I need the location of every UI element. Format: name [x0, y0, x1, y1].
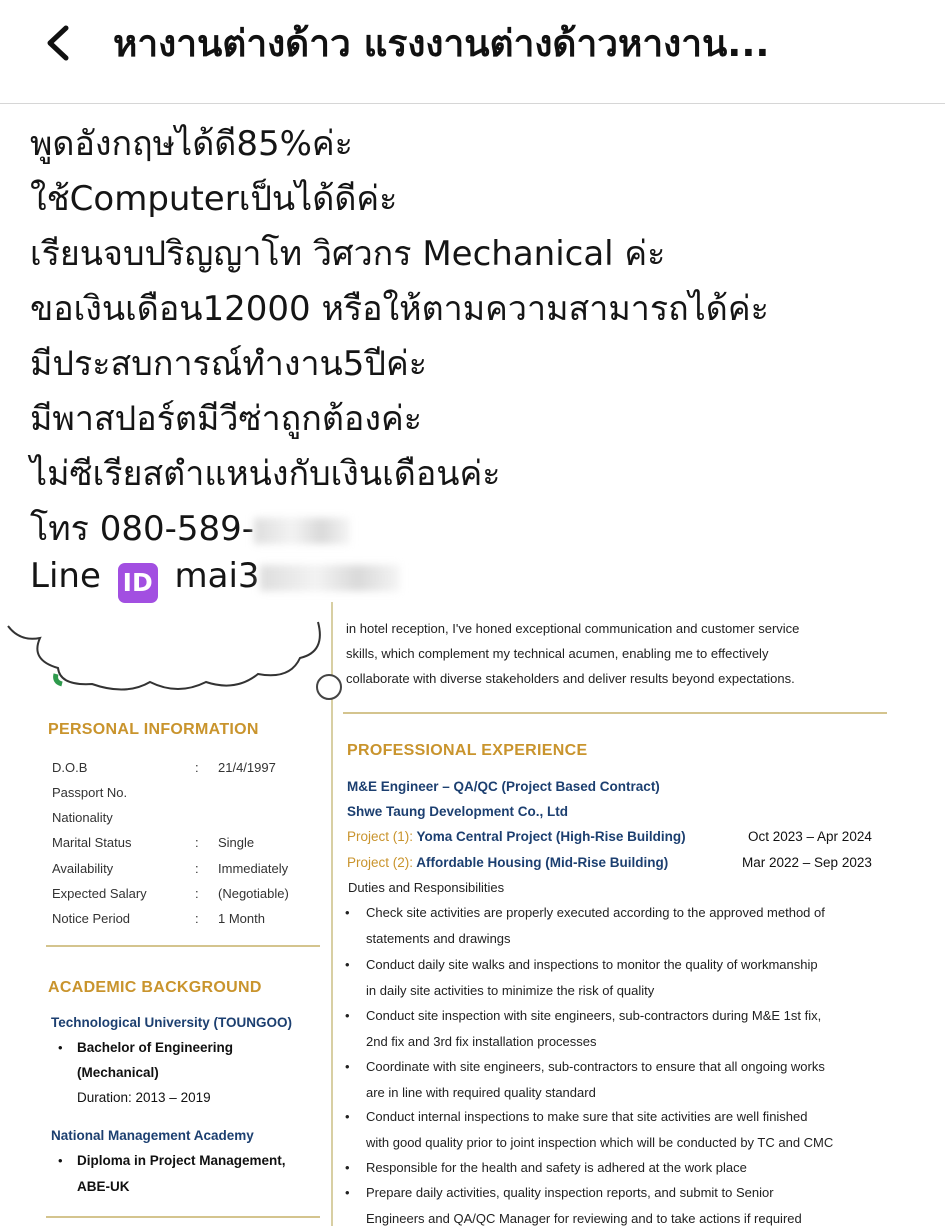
- bullet-dot: •: [345, 905, 350, 920]
- pi-value: 1 Month: [218, 911, 265, 926]
- degree: Bachelor of Engineering: [77, 1040, 234, 1055]
- pi-label: Notice Period: [52, 911, 131, 926]
- project-line: [347, 855, 668, 870]
- section-title-personal: PERSONAL INFORMATION: [48, 721, 259, 738]
- summary-line: skills, which complement my technical acumen, enabling me to effectively: [346, 646, 769, 661]
- phone-line: [30, 501, 350, 555]
- project-prefix: Project (2):: [347, 855, 414, 870]
- post-line: ไม่ซีเรียสตำแหน่งกับเงินเดือนค่ะ: [30, 454, 501, 494]
- duty-line: Engineers and QA/QC Manager for reviewing and to take actions if required: [366, 1211, 802, 1226]
- school-name: Technological University (TOUNGOO): [51, 1015, 293, 1030]
- school-name: National Management Academy: [51, 1128, 254, 1143]
- pi-label: Nationality: [52, 810, 113, 825]
- post-line: มีพาสปอร์ตมีวีซ่าถูกต้องค่ะ: [30, 399, 422, 439]
- pi-value: (Negotiable): [218, 886, 289, 901]
- chevron-left-icon: [38, 18, 78, 68]
- degree: (Mechanical): [77, 1065, 159, 1080]
- section-title-experience: PROFESSIONAL EXPERIENCE: [347, 742, 588, 759]
- pi-colon: :: [195, 911, 199, 926]
- pi-colon: :: [195, 835, 199, 850]
- blurred-redaction: [260, 565, 400, 591]
- job-role: M&E Engineer – QA/QC (Project Based Contract): [347, 779, 660, 794]
- post-line: เรียนจบปริญญาโท วิศวกร Mechanical ค่ะ: [30, 234, 666, 274]
- bullet-dot: •: [345, 957, 350, 972]
- bullet-dot: •: [345, 1185, 350, 1200]
- company-name: Shwe Taung Development Co., Ltd: [347, 804, 569, 819]
- divider: [46, 1216, 320, 1218]
- duration: Duration: 2013 – 2019: [77, 1090, 211, 1105]
- group-title[interactable]: หางานต่างด้าว แรงงานต่างด้าวหางาน...: [113, 22, 770, 65]
- post-line: มีประสบการณ์ทำงาน5ปีค่ะ: [30, 344, 427, 384]
- project-line: [347, 829, 686, 844]
- summary-line: collaborate with diverse stakeholders and deliver results beyond expectations.: [346, 671, 795, 686]
- thought-bubble-drawing: [0, 602, 330, 692]
- duty-line: 2nd fix and 3rd fix installation processes: [366, 1034, 597, 1049]
- line-label: Line: [30, 556, 101, 596]
- post-line: พูดอังกฤษได้ดี85%ค่ะ: [30, 124, 353, 164]
- line-id-value[interactable]: mai3: [174, 556, 260, 596]
- pi-value: Immediately: [218, 861, 289, 876]
- post-line: ขอเงินเดือน12000 หรือให้ตามความสามารถได้ค่ะ: [30, 289, 769, 329]
- degree: ABE-UK: [77, 1179, 130, 1194]
- project-prefix: Project (1):: [347, 829, 414, 844]
- duty-line: statements and drawings: [366, 931, 511, 946]
- pi-label: Availability: [52, 861, 114, 876]
- duty-line: with good quality prior to joint inspection which will be conducted by TC and CMC: [366, 1135, 834, 1150]
- degree: Diploma in Project Management,: [77, 1153, 286, 1168]
- duties-heading: Duties and Responsibilities: [348, 880, 505, 895]
- pi-value: Single: [218, 835, 255, 850]
- blurred-redaction: [254, 518, 350, 544]
- bullet-dot: •: [345, 1008, 350, 1023]
- project-name: Affordable Housing (Mid-Rise Building): [416, 855, 669, 870]
- line-id-line: [30, 556, 400, 603]
- phone-number[interactable]: โทร 080-589-: [30, 509, 255, 549]
- pi-label: Marital Status: [52, 835, 132, 850]
- duty-line: in daily site activities to minimize the risk of quality: [366, 983, 655, 998]
- project-name: Yoma Central Project (High-Rise Building): [416, 829, 686, 844]
- duty-line: Coordinate with site engineers, sub-contractors to ensure that all ongoing works: [366, 1059, 825, 1074]
- bullet-dot: •: [58, 1040, 63, 1055]
- pi-value: 21/4/1997: [218, 760, 276, 775]
- pi-colon: :: [195, 760, 199, 775]
- back-button[interactable]: [38, 18, 78, 68]
- duty-line: Conduct daily site walks and inspections to monitor the quality of workmanship: [366, 957, 818, 972]
- bullet-dot: •: [345, 1059, 350, 1074]
- project-dates: Oct 2023 – Apr 2024: [748, 829, 872, 844]
- pi-colon: :: [195, 861, 199, 876]
- duty-line: are in line with required quality standard: [366, 1085, 596, 1100]
- pi-label: Passport No.: [52, 785, 128, 800]
- bullet-dot: •: [345, 1160, 350, 1175]
- divider: [343, 712, 887, 714]
- resume-image: [0, 602, 945, 1226]
- id-emoji-icon: ID: [118, 563, 158, 603]
- timeline-node: [316, 674, 342, 700]
- pi-colon: :: [195, 886, 199, 901]
- section-title-academic: ACADEMIC BACKGROUND: [48, 979, 262, 996]
- duty-line: Check site activities are properly executed according to the approved method of: [366, 905, 825, 920]
- duty-line: Conduct internal inspections to make sure that site activities are well finished: [366, 1109, 808, 1124]
- summary-line: in hotel reception, I've honed exceptional communication and customer service: [346, 621, 800, 636]
- divider: [46, 945, 320, 947]
- bullet-dot: •: [345, 1109, 350, 1124]
- project-dates: Mar 2022 – Sep 2023: [742, 855, 872, 870]
- post-line: ใช้Computerเป็นได้ดีค่ะ: [30, 179, 398, 219]
- post-text-block: [0, 104, 945, 602]
- pi-label: D.O.B: [52, 760, 88, 775]
- app-header: [0, 0, 945, 104]
- duty-line: Responsible for the health and safety is adhered at the work place: [366, 1160, 747, 1175]
- duty-line: Prepare daily activities, quality inspection reports, and submit to Senior: [366, 1185, 774, 1200]
- pi-label: Expected Salary: [52, 886, 147, 901]
- duty-line: Conduct site inspection with site engineers, sub-contractors during M&E 1st fix,: [366, 1008, 822, 1023]
- bullet-dot: •: [58, 1153, 63, 1168]
